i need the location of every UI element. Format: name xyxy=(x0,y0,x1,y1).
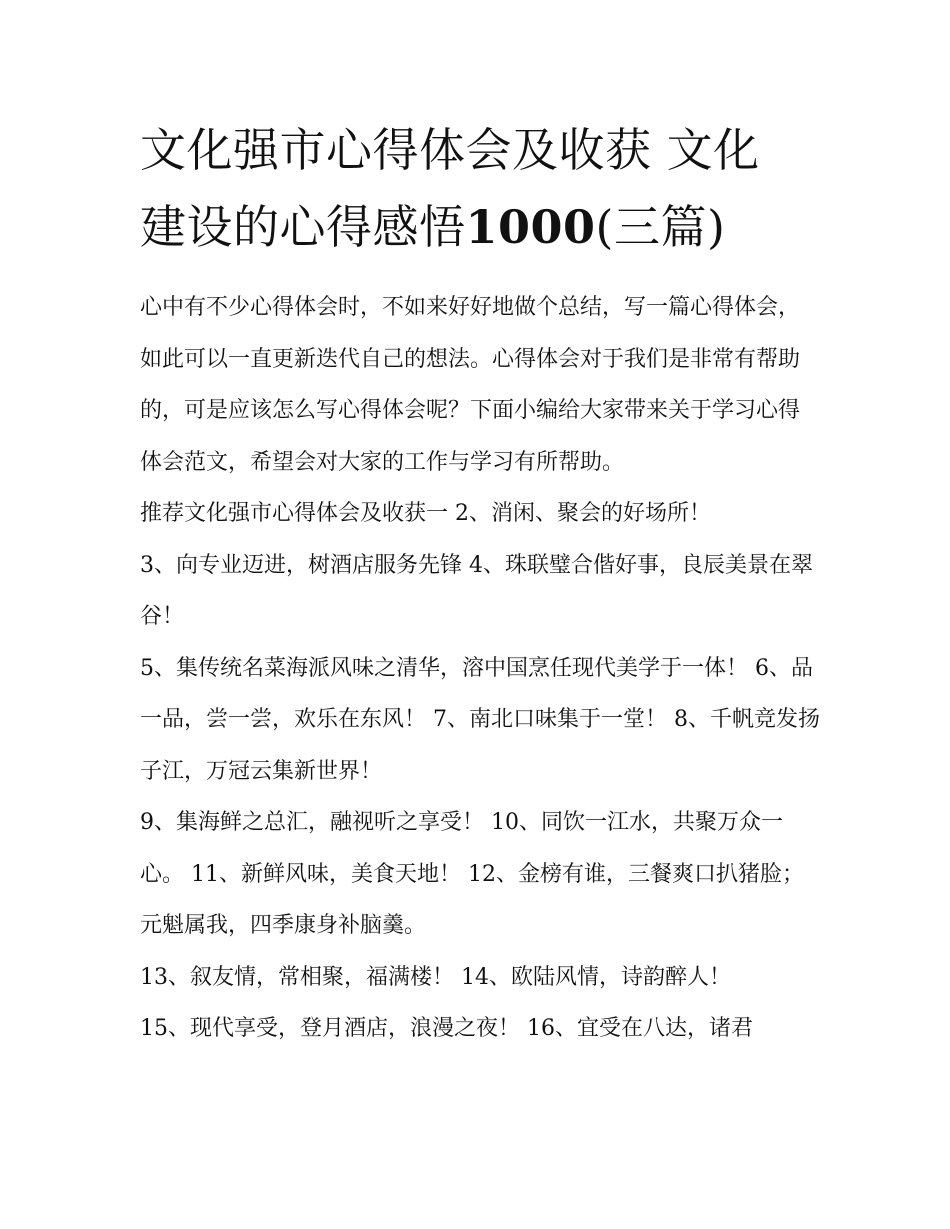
title-line-1: 文化强市心得体会及收获 文化 xyxy=(140,123,760,177)
body-paragraph: 15、现代享受，登月酒店，浪漫之夜！ 16、宜受在八达，诸君 xyxy=(140,1016,753,1041)
document-page xyxy=(140,112,820,1055)
body-paragraph: 9、集海鲜之总汇，融视听之享受！ 10、同饮一江水，共聚万众一心。 11、新鲜风味，美食天地！ 12、金榜有谁，三餐爽口扒猪脸；元魁属我，四季康身补脑羹。 xyxy=(140,810,804,938)
body-paragraph: 13、叙友情，常相聚，福满楼！ 14、欧陆风情，诗韵醉人！ xyxy=(140,964,731,990)
title-line-2: 建设的心得感悟 xyxy=(140,200,466,254)
document-title xyxy=(140,112,820,266)
body-paragraph: 3、向专业迈进，树酒店服务先锋 4、珠联璧合偕好事，良辰美景在翠谷！ xyxy=(140,552,813,629)
document-body xyxy=(140,282,820,1055)
title-number: 1000 xyxy=(465,200,596,254)
intro-paragraph: 心中有不少心得体会时，不如来好好地做个总结，写一篇心得体会，如此可以一直更新迭代自己的想法。心得体会对于我们是非常有帮助的，可是应该怎么写心得体会呢？下面小编给大家带来关于学习心得体会范文，希望会对大家的工作与学习有所帮助。 xyxy=(140,295,801,475)
body-paragraph: 推荐文化强市心得体会及收获一 2、消闲、聚会的好场所！ xyxy=(140,501,711,526)
title-suffix: (三篇) xyxy=(595,200,726,254)
body-paragraph: 5、集传统名菜海派风味之清华，溶中国烹任现代美学于一体！ 6、品一品，尝一尝，欢乐在东风！ 7、南北口味集于一堂！ 8、千帆竞发扬子江，万冠云集新世界！ xyxy=(140,655,820,784)
